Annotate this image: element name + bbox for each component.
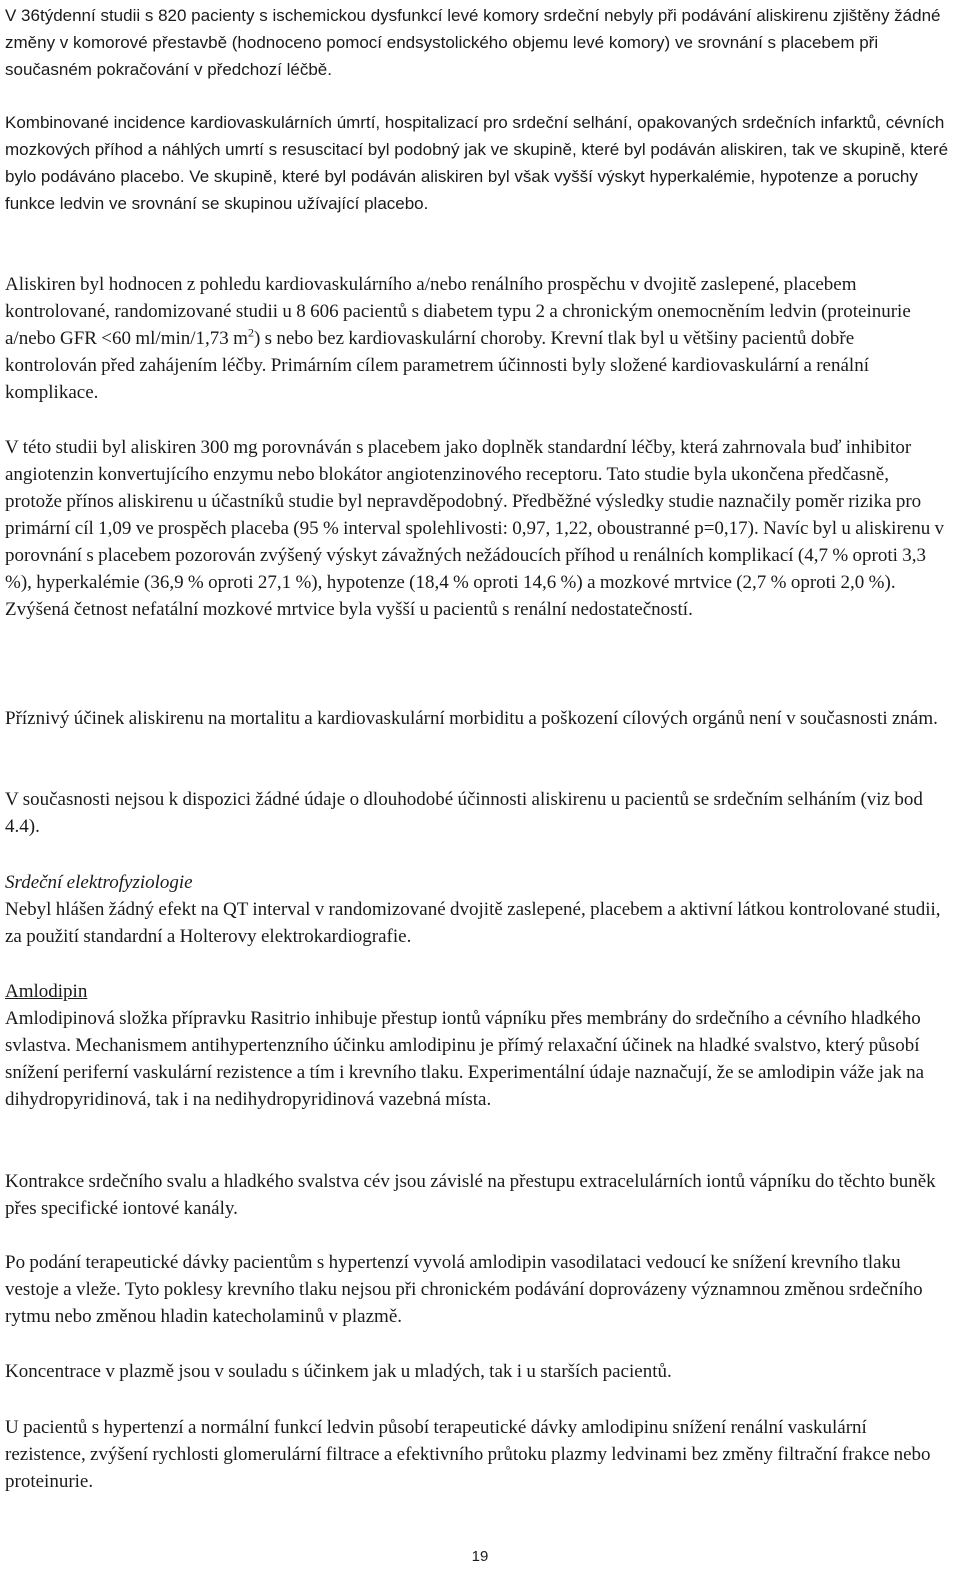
paragraph-plasma-concentration: Koncentrace v plazmě jsou v souladu s účinkem jak u mladých, tak i u starších pacientů. <box>5 1361 672 1382</box>
altitude-text-start: Aliskiren byl hodnocen z pohledu kardiovaskulárního a/nebo renálního prospěchu v dvojitě zaslepené, placebem kontrolované, randomizované studii u 8 606 pacientů s diabetem typu 2 a chronickým onemocněním ledvin (proteinurie a/nebo GFR <60 ml/min/1,73 m <box>5 274 911 349</box>
paragraph-heart-failure-data: V současnosti nejsou k dispozici žádné údaje o dlouhodobé účinnosti aliskirenu u pacientů se srdečním selháním (viz bod 4.4). <box>5 789 923 837</box>
page-number: 19 <box>471 1548 489 1565</box>
paragraph-therapeutic-dose: Po podání terapeutické dávky pacientům s hypertenzí vyvolá amlodipin vasodilataci vedoucí ke snížení krevního tlaku vestoje a vleže. Tyto poklesy krevního tlaku nejsou při chronickém podávání doprovázeny významnou změnou srdečního rytmu nebo změnou hladin katecholaminů v plazmě. <box>5 1252 923 1327</box>
paragraph-contraction: Kontrakce srdečního svalu a hladkého svalstva cév jsou závislé na přestupu extracelulárních iontů vápníku do těchto buněk přes specifické iontové kanály. <box>5 1171 936 1219</box>
altitude-text-end: ) s nebo bez kardiovaskulární choroby. Krevní tlak byl u většiny pacientů dobře kontrolován před zahájením léčby. Primárním cílem parametrem účinnosti byly složené kardiovaskulární a renální komplikace. <box>5 328 869 403</box>
paragraph-mortality-unknown: Příznivý účinek aliskirenu na mortalitu a kardiovaskulární morbiditu a poškození cílových orgánů není v současnosti znám. <box>5 708 938 729</box>
paragraph-combined-incidence: Kombinované incidence kardiovaskulárních úmrtí, hospitalizací pro srdeční selhání, opakovaných srdečních infarktů, cévních mozkových příhod a náhlých umrtí s resuscitací byl podobný jak ve skupině, které byl podáván aliskiren, tak ve skupině, které bylo podáváno placebo. Ve skupině, které byl podáván aliskiren byl však vyšší výskyt hyperkalémie, hypotenze a poruchy funkce ledvin ve srovnání se skupinou užívající placebo. <box>5 113 949 213</box>
superscript-two: 2 <box>247 325 254 340</box>
paragraph-renal-function: U pacientů s hypertenzí a normální funkcí ledvin působí terapeutické dávky amlodipinu snížení renální vaskulární rezistence, zvýšení rychlosti glomerulární filtrace a efektivního průtoku plazmy ledvinami bez změny filtrační frakce nebo proteinurie. <box>5 1417 931 1492</box>
paragraph-qt-interval: Nebyl hlášen žádný efekt na QT interval v randomizované dvojitě zaslepené, placebem a aktivní látkou kontrolované studii, za použití standardní a Holterovy elektrokardiografie. <box>5 899 941 947</box>
heading-amlodipin: Amlodipin <box>5 981 88 1002</box>
paragraph-altitude-study <box>5 271 949 406</box>
paragraph-amlodipin-mechanism: Amlodipinová složka přípravku Rasitrio inhibuje přestup iontů vápníku přes membrány do srdečního a cévního hladkého svlastva. Mechanismem antihypertenzního účinku amlodipinu je přímý relaxační účinek na hladké svalstvo, který působí snížení periferní vaskulární rezistence a tím i krevního tlaku. Experimentální údaje naznačují, že se amlodipin váže jak na dihydropyridinová, tak i na nedihydropyridinová vazebná místa. <box>5 1008 925 1110</box>
paragraph-altitude-results: V této studii byl aliskiren 300 mg porovnáván s placebem jako doplněk standardní léčby, která zahrnovala buď inhibitor angiotenzin konvertujícího enzymu nebo blokátor angiotenzinového receptoru. Tato studie byla ukončena předčasně, protože přínos aliskirenu u účastníků studie byl nepravděpodobný. Předběžné výsledky studie naznačily poměr rizika pro primární cíl 1,09 ve prospěch placeba (95 % interval spolehlivosti: 0,97, 1,22, oboustranné p=0,17). Navíc byl u aliskirenu v porovnání s placebem pozorován zvýšený výskyt závažných nežádoucích příhod u renálních komplikací (4,7 % oproti 3,3 %), hyperkalémie (36,9 % oproti 27,1 %), hypotenze (18,4 % oproti 14,6 %) a mozkové mrtvice (2,7 % oproti 2,0 %). Zvýšená četnost nefatální mozkové mrtvice byla vyšší u pacientů s renální nedostatečností. <box>5 437 945 620</box>
paragraph-aspire-study: V 36týdenní studii s 820 pacienty s ischemickou dysfunkcí levé komory srdeční nebyly při podávání aliskirenu zjištěny žádné změny v komorové přestavbě (hodnoceno pomocí endsystolického objemu levé komory) ve srovnání s placebem při současném pokračování v předchozí léčbě. <box>5 6 941 79</box>
heading-cardiac-electrophysiology: Srdeční elektrofyziologie <box>5 872 193 893</box>
